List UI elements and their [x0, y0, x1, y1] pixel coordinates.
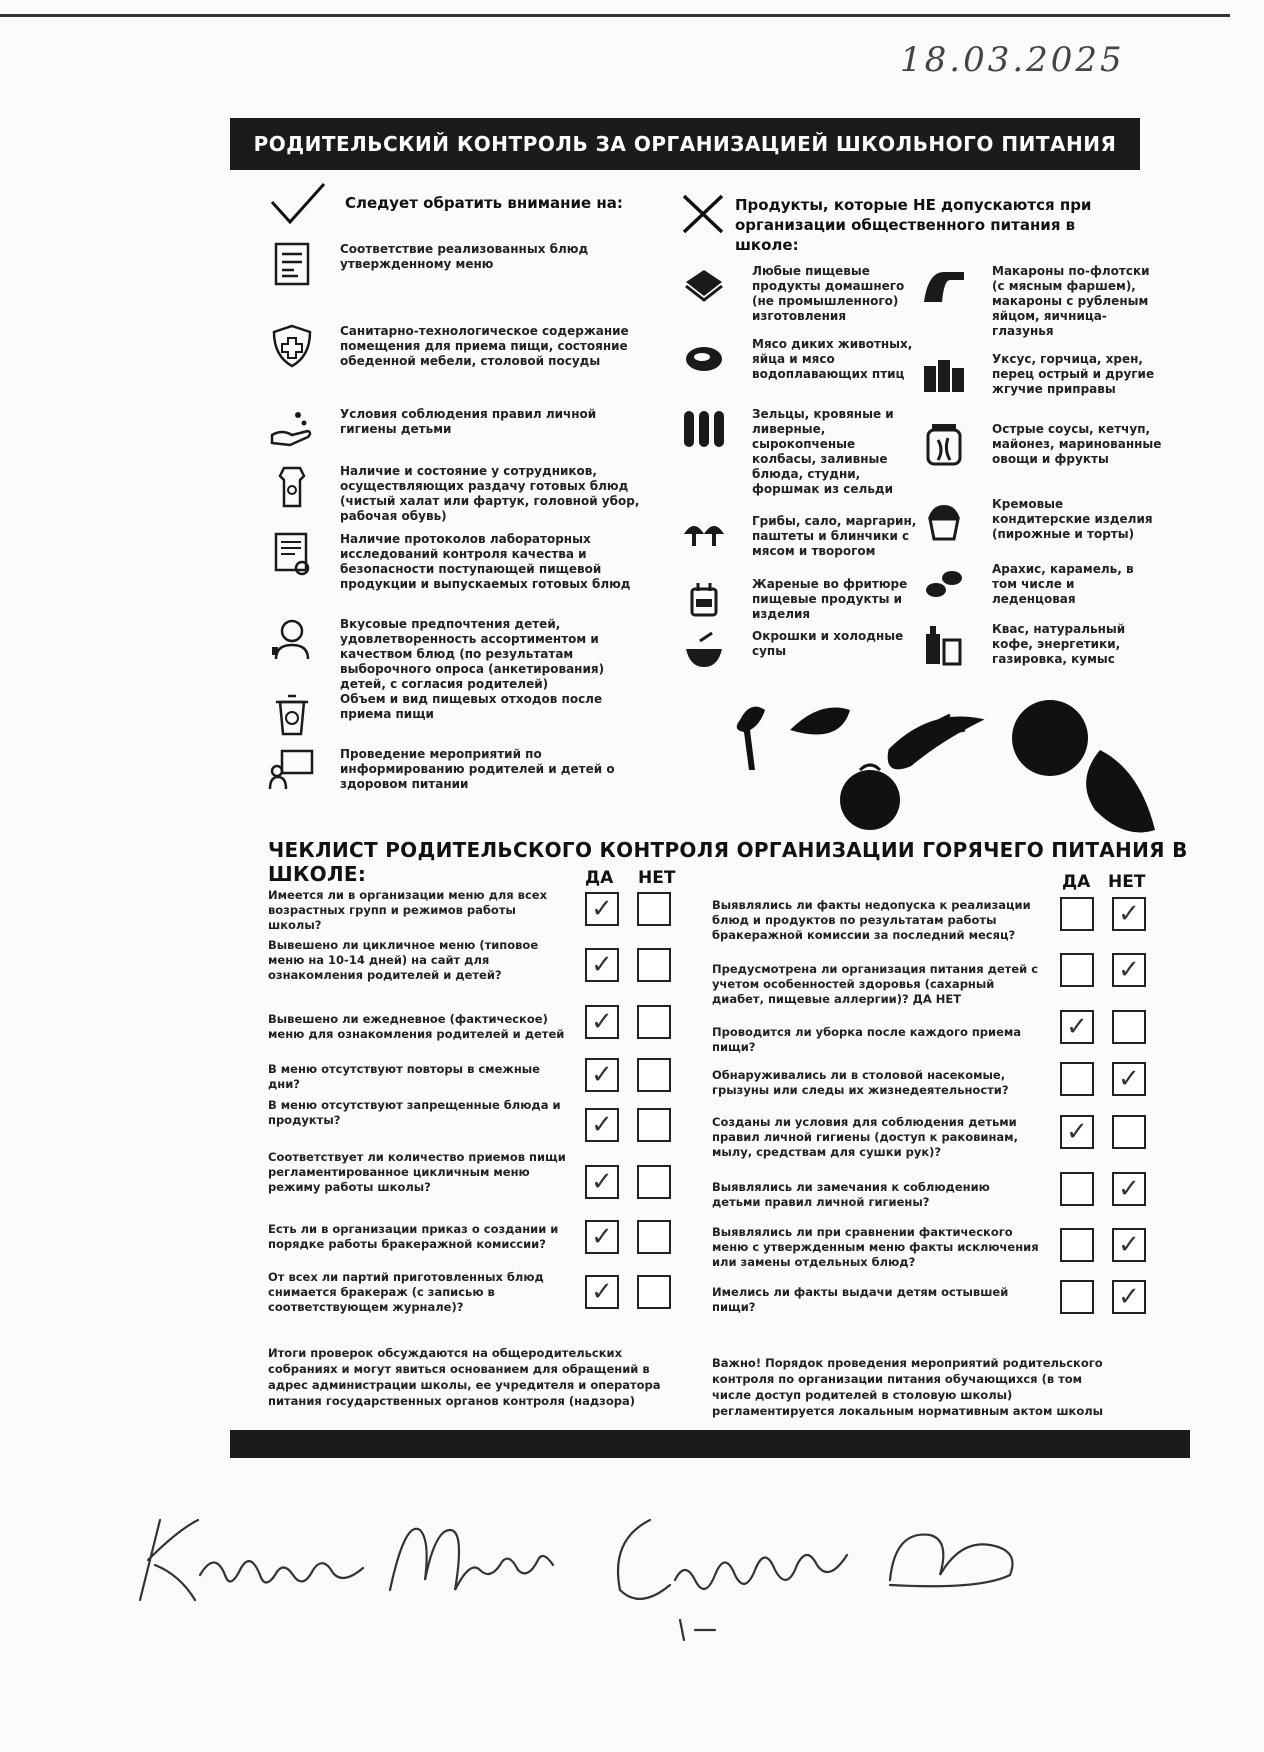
checklist-question: Есть ли в организации приказ о создании и порядке работы бракеражной комиссии?	[268, 1222, 559, 1251]
footer-note-right: Важно! Порядок проведения мероприятий родительского контроля по организации питания обучающихся (в том числе доступ родителей в столовую школы) регламентируется локальным нормативным актом школы	[712, 1356, 1104, 1418]
attention-item-text: Объем и вид пищевых отходов после приема пищи	[340, 692, 603, 721]
no-checkbox[interactable]	[637, 892, 671, 926]
no-checkbox[interactable]	[637, 1275, 671, 1309]
yes-checkbox[interactable]	[1060, 1062, 1094, 1096]
handwritten-date: 18.03.2025	[900, 40, 1125, 80]
forbidden-item-text: Кремовые кондитерские изделия (пирожные и торты)	[992, 497, 1153, 541]
menu-document-icon	[268, 240, 316, 292]
no-checkbox[interactable]: ✓	[1112, 1172, 1146, 1206]
hand-washing-icon	[268, 405, 316, 457]
waste-bin-icon	[268, 690, 316, 742]
no-checkbox[interactable]	[637, 1058, 671, 1092]
yes-checkbox[interactable]: ✓	[585, 1108, 619, 1142]
forbidden-item-text: Макароны по-флотски (с мясным фаршем), макароны с рубленым яйцом, яичница-глазунья	[992, 264, 1150, 338]
forbidden-item-text: Мясо диких животных, яйца и мясо водоплавающих птиц	[752, 337, 913, 381]
yes-checkbox[interactable]: ✓	[585, 1275, 619, 1309]
checklist-question: От всех ли партий приготовленных блюд снимается бракераж (с записью в соответствующем журнале)?	[268, 1270, 544, 1314]
checklist-question: Предусмотрена ли организация питания детей с учетом особенностей здоровья (сахарный диабет, пищевые аллергии)? ДА НЕТ	[712, 962, 1039, 1006]
pickles-jar-icon	[920, 420, 968, 472]
bottom-bar	[230, 1430, 1190, 1458]
attention-item-text: Наличие протоколов лабораторных исследований контроля качества и безопасности поступающей пищевой продукции и выпускаемых готовых блюд	[340, 532, 631, 591]
checklist-question: Проводится ли уборка после каждого приема пищи?	[712, 1025, 1022, 1054]
page-title-bar	[230, 118, 1140, 170]
no-checkbox[interactable]: ✓	[1112, 1062, 1146, 1096]
no-checkbox[interactable]	[637, 1220, 671, 1254]
attention-item-text: Санитарно-технологическое содержание помещения для приема пищи, состояние обеденной мебели, столовой посуды	[340, 324, 629, 368]
yes-checkbox[interactable]	[1060, 897, 1094, 931]
condiments-icon	[920, 350, 968, 402]
checkmark-icon	[268, 180, 328, 232]
forbidden-item-text: Острые соусы, кетчуп, майонез, маринованные овощи и фрукты	[992, 422, 1162, 466]
forbidden-item-text: Любые пищевые продукты домашнего (не промышленного) изготовления	[752, 264, 905, 323]
cold-soup-icon	[680, 627, 728, 679]
cream-cake-icon	[920, 495, 968, 547]
attention-item-text: Условия соблюдения правил личной гигиены детьми	[340, 407, 597, 436]
forbidden-item-text: Уксус, горчица, хрен, перец острый и другие жгучие приправы	[992, 352, 1155, 396]
yes-checkbox[interactable]	[1060, 1280, 1094, 1314]
checklist-question: Выявлялись ли при сравнении фактического меню с утвержденным меню факты исключения или замены отдельных блюд?	[712, 1225, 1039, 1269]
footer-note-left: Итоги проверок обсуждаются на общеродительских собраниях и могут явиться основанием для обращений в адрес администрации школы, ее учредителя и оператора питания государственных органов контроля (надзора)	[268, 1346, 661, 1408]
no-checkbox[interactable]	[637, 1108, 671, 1142]
sausages-icon	[680, 405, 728, 457]
wild-meat-icon	[680, 335, 728, 387]
no-checkbox[interactable]	[1112, 1010, 1146, 1044]
yes-checkbox[interactable]	[1060, 1228, 1094, 1262]
attention-item-text: Соответствие реализованных блюд утвержденному меню	[340, 242, 589, 271]
checklist-question: Имелись ли факты выдачи детям остывшей пищи?	[712, 1285, 1009, 1314]
child-thumbs-icon	[268, 615, 316, 667]
pasta-icon	[920, 262, 968, 314]
homemade-food-icon	[680, 262, 728, 314]
checklist-question: В меню отсутствуют запрещенные блюда и продукты?	[268, 1098, 561, 1127]
checklist-question: Выявлялись ли факты недопуска к реализации блюд и продуктов по результатам работы бракеражной комиссии за последний месяц?	[712, 898, 1031, 942]
yes-checkbox[interactable]: ✓	[1060, 1115, 1094, 1149]
no-checkbox[interactable]: ✓	[1112, 1228, 1146, 1262]
checklist-question: В меню отсутствуют повторы в смежные дни?	[268, 1062, 540, 1091]
no-checkbox[interactable]: ✓	[1112, 897, 1146, 931]
yes-checkbox[interactable]: ✓	[585, 892, 619, 926]
page-title: РОДИТЕЛЬСКИЙ КОНТРОЛЬ ЗА ОРГАНИЗАЦИЕЙ ШКОЛЬНОГО ПИТАНИЯ	[253, 132, 1117, 156]
drinks-icon	[920, 620, 968, 672]
checklist-question: Вывешено ли цикличное меню (типовое меню на 10-14 дней) на сайт для ознакомления родителей и детей?	[268, 938, 539, 982]
no-checkbox[interactable]	[637, 1165, 671, 1199]
forbidden-header: Продукты, которые НЕ допускаются при организации общественного питания в школе:	[735, 196, 1092, 254]
certificate-icon	[268, 530, 316, 582]
right-no-header: НЕТ	[1108, 872, 1146, 892]
yes-checkbox[interactable]: ✓	[1060, 1010, 1094, 1044]
no-checkbox[interactable]	[637, 1005, 671, 1039]
checklist-title: ЧЕКЛИСТ РОДИТЕЛЬСКОГО КОНТРОЛЯ ОРГАНИЗАЦИИ ГОРЯЧЕГО ПИТАНИЯ В ШКОЛЕ:	[268, 838, 1188, 886]
yes-checkbox[interactable]: ✓	[585, 1058, 619, 1092]
presentation-icon	[268, 745, 316, 797]
handwritten-signature	[130, 1480, 1110, 1654]
checklist-question: Созданы ли условия для соблюдения детьми правил личной гигиены (доступ к раковинам, мылу, средствам для сушки рук)?	[712, 1115, 1018, 1159]
checklist-question: Выявлялись ли замечания к соблюдению детьми правил личной гигиены?	[712, 1180, 990, 1209]
forbidden-item-text: Окрошки и холодные супы	[752, 629, 904, 658]
forbidden-item-text: Жареные во фритюре пищевые продукты и изделия	[752, 577, 908, 621]
uniform-icon	[268, 462, 316, 514]
forbidden-item-text: Арахис, карамель, в том числе и леденцовая	[992, 562, 1134, 606]
yes-checkbox[interactable]: ✓	[585, 1220, 619, 1254]
scan-top-edge	[0, 0, 1230, 17]
yes-checkbox[interactable]	[1060, 1172, 1094, 1206]
no-checkbox[interactable]: ✓	[1112, 953, 1146, 987]
forbidden-item-text: Квас, натуральный кофе, энергетики, газировка, кумыс	[992, 622, 1126, 666]
checklist-question: Обнаруживались ли в столовой насекомые, грызуны или следы их жизнедеятельности?	[712, 1068, 1009, 1097]
no-checkbox[interactable]: ✓	[1112, 1280, 1146, 1314]
peanuts-icon	[920, 560, 968, 612]
forbidden-item-text: Грибы, сало, маргарин, паштеты и блинчики с мясом и творогом	[752, 514, 917, 558]
checklist-question: Соответствует ли количество приемов пищи регламентированное цикличным меню режиму работы школы?	[268, 1150, 566, 1194]
forbidden-item-text: Зельцы, кровяные и ливерные, сырокопченые колбасы, заливные блюда, студни, форшмак из сельди	[752, 407, 894, 496]
left-no-header: НЕТ	[638, 868, 676, 888]
checklist-question: Вывешено ли ежедневное (фактическое) меню для ознакомления родителей и детей	[268, 1012, 565, 1041]
no-checkbox[interactable]	[1112, 1115, 1146, 1149]
yes-checkbox[interactable]	[1060, 953, 1094, 987]
left-yes-header: ДА	[585, 868, 614, 888]
attention-item-text: Вкусовые предпочтения детей, удовлетворенность ассортиментом и качеством блюд (по результатам выборочного опроса (анкетирования) детей, с согласия родителей)	[340, 617, 605, 691]
yes-checkbox[interactable]: ✓	[585, 1005, 619, 1039]
shield-cross-icon	[268, 322, 316, 374]
cross-icon	[680, 192, 726, 240]
no-checkbox[interactable]	[637, 948, 671, 982]
attention-header: Следует обратить внимание на:	[345, 194, 623, 212]
yes-checkbox[interactable]: ✓	[585, 1165, 619, 1199]
mushrooms-icon	[680, 512, 728, 564]
right-yes-header: ДА	[1062, 872, 1091, 892]
yes-checkbox[interactable]: ✓	[585, 948, 619, 982]
attention-item-text: Проведение мероприятий по информированию родителей и детей о здоровом питании	[340, 747, 615, 791]
attention-item-text: Наличие и состояние у сотрудников, осуществляющих раздачу готовых блюд (чистый халат или фартук, головной убор, рабочая обувь)	[340, 464, 640, 523]
deep-fryer-icon	[680, 575, 728, 627]
checklist-question: Имеется ли в организации меню для всех возрастных групп и режимов работы школы?	[268, 888, 547, 932]
